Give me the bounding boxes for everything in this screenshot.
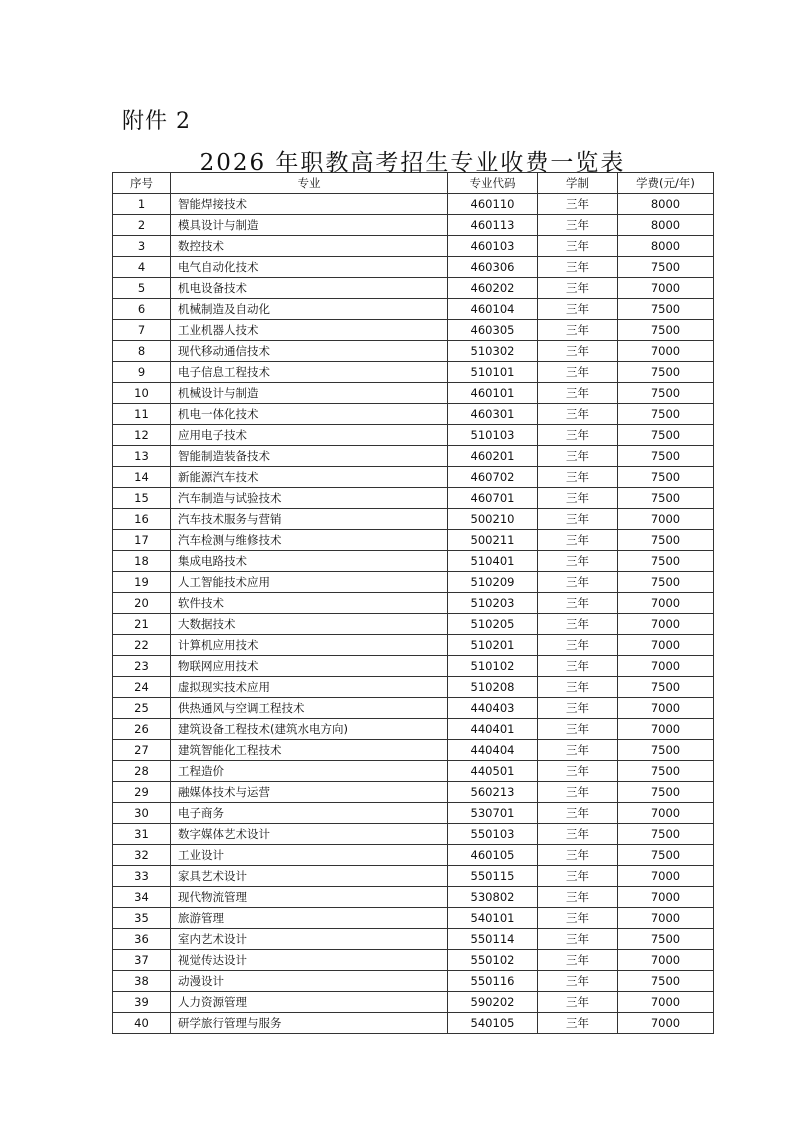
cell-fee: 7500: [618, 929, 714, 950]
cell-major: 现代物流管理: [171, 887, 448, 908]
cell-major: 人力资源管理: [171, 992, 448, 1013]
cell-major: 工程造价: [171, 761, 448, 782]
cell-fee: 7000: [618, 341, 714, 362]
table-row: [113, 551, 714, 572]
cell-years: 三年: [538, 719, 618, 740]
cell-years: 三年: [538, 257, 618, 278]
header-row: [113, 173, 714, 194]
cell-major: 集成电路技术: [171, 551, 448, 572]
document-title: 2026 年职教高考招生专业收费一览表: [199, 150, 626, 176]
cell-fee: 8000: [618, 236, 714, 257]
cell-major: 动漫设计: [171, 971, 448, 992]
cell-fee: 7500: [618, 551, 714, 572]
header-code: 专业代码: [448, 173, 538, 194]
cell-years: 三年: [538, 908, 618, 929]
cell-code: 510302: [448, 341, 538, 362]
table-row: [113, 446, 714, 467]
cell-major: 虚拟现实技术应用: [171, 677, 448, 698]
cell-code: 550116: [448, 971, 538, 992]
header-fee: 学费(元/年): [618, 173, 714, 194]
table-row: [113, 194, 714, 215]
cell-years: 三年: [538, 593, 618, 614]
table-row: [113, 677, 714, 698]
cell-major: 研学旅行管理与服务: [171, 1013, 448, 1034]
cell-no: 21: [113, 614, 171, 635]
cell-fee: 7000: [618, 719, 714, 740]
table-row: [113, 215, 714, 236]
cell-code: 460306: [448, 257, 538, 278]
cell-code: 460104: [448, 299, 538, 320]
cell-code: 440403: [448, 698, 538, 719]
table-row: [113, 236, 714, 257]
cell-major: 电子信息工程技术: [171, 362, 448, 383]
cell-fee: 7500: [618, 320, 714, 341]
cell-code: 460101: [448, 383, 538, 404]
cell-fee: 7500: [618, 404, 714, 425]
cell-major: 模具设计与制造: [171, 215, 448, 236]
attachment-label: 附件 2: [122, 109, 191, 134]
cell-code: 510201: [448, 635, 538, 656]
cell-no: 10: [113, 383, 171, 404]
cell-years: 三年: [538, 341, 618, 362]
cell-years: 三年: [538, 614, 618, 635]
cell-major: 机械制造及自动化: [171, 299, 448, 320]
cell-code: 550103: [448, 824, 538, 845]
cell-major: 数控技术: [171, 236, 448, 257]
cell-no: 26: [113, 719, 171, 740]
cell-major: 建筑智能化工程技术: [171, 740, 448, 761]
cell-no: 2: [113, 215, 171, 236]
cell-years: 三年: [538, 194, 618, 215]
cell-code: 460105: [448, 845, 538, 866]
cell-years: 三年: [538, 320, 618, 341]
cell-years: 三年: [538, 845, 618, 866]
table-row: [113, 635, 714, 656]
cell-no: 1: [113, 194, 171, 215]
table-row: [113, 320, 714, 341]
cell-no: 29: [113, 782, 171, 803]
table-row: [113, 887, 714, 908]
cell-no: 33: [113, 866, 171, 887]
cell-fee: 7500: [618, 761, 714, 782]
cell-years: 三年: [538, 887, 618, 908]
cell-years: 三年: [538, 446, 618, 467]
header-years: 学制: [538, 173, 618, 194]
cell-fee: 8000: [618, 194, 714, 215]
cell-fee: 7500: [618, 383, 714, 404]
cell-no: 17: [113, 530, 171, 551]
cell-major: 数字媒体艺术设计: [171, 824, 448, 845]
table-row: [113, 299, 714, 320]
cell-major: 现代移动通信技术: [171, 341, 448, 362]
table-row: [113, 908, 714, 929]
cell-years: 三年: [538, 971, 618, 992]
cell-no: 34: [113, 887, 171, 908]
cell-code: 440404: [448, 740, 538, 761]
cell-no: 6: [113, 299, 171, 320]
table-row: [113, 425, 714, 446]
table-row: [113, 782, 714, 803]
cell-fee: 7000: [618, 635, 714, 656]
cell-no: 16: [113, 509, 171, 530]
cell-no: 25: [113, 698, 171, 719]
cell-no: 40: [113, 1013, 171, 1034]
table-row: [113, 803, 714, 824]
table-row: [113, 971, 714, 992]
cell-major: 智能焊接技术: [171, 194, 448, 215]
cell-years: 三年: [538, 551, 618, 572]
table-row: [113, 992, 714, 1013]
cell-years: 三年: [538, 572, 618, 593]
cell-no: 15: [113, 488, 171, 509]
cell-years: 三年: [538, 740, 618, 761]
cell-major: 融媒体技术与运营: [171, 782, 448, 803]
cell-code: 460103: [448, 236, 538, 257]
cell-no: 19: [113, 572, 171, 593]
cell-years: 三年: [538, 635, 618, 656]
cell-years: 三年: [538, 992, 618, 1013]
cell-no: 7: [113, 320, 171, 341]
cell-code: 550114: [448, 929, 538, 950]
cell-major: 汽车制造与试验技术: [171, 488, 448, 509]
cell-no: 22: [113, 635, 171, 656]
cell-code: 510203: [448, 593, 538, 614]
cell-fee: 7500: [618, 425, 714, 446]
cell-code: 460305: [448, 320, 538, 341]
table-row: [113, 278, 714, 299]
cell-no: 5: [113, 278, 171, 299]
cell-fee: 7500: [618, 782, 714, 803]
cell-fee: 8000: [618, 215, 714, 236]
cell-major: 计算机应用技术: [171, 635, 448, 656]
table-row: [113, 845, 714, 866]
fee-table: [112, 172, 714, 1034]
cell-major: 室内艺术设计: [171, 929, 448, 950]
cell-fee: 7500: [618, 845, 714, 866]
table-row: [113, 929, 714, 950]
cell-fee: 7000: [618, 593, 714, 614]
cell-fee: 7500: [618, 257, 714, 278]
cell-code: 550102: [448, 950, 538, 971]
cell-no: 36: [113, 929, 171, 950]
cell-major: 机械设计与制造: [171, 383, 448, 404]
cell-no: 28: [113, 761, 171, 782]
cell-code: 510401: [448, 551, 538, 572]
cell-years: 三年: [538, 509, 618, 530]
table-row: [113, 656, 714, 677]
cell-years: 三年: [538, 383, 618, 404]
cell-fee: 7000: [618, 866, 714, 887]
cell-code: 510208: [448, 677, 538, 698]
table-row: [113, 257, 714, 278]
cell-years: 三年: [538, 215, 618, 236]
table-row: [113, 614, 714, 635]
cell-major: 工业机器人技术: [171, 320, 448, 341]
cell-major: 应用电子技术: [171, 425, 448, 446]
cell-fee: 7000: [618, 992, 714, 1013]
cell-fee: 7000: [618, 614, 714, 635]
cell-code: 500211: [448, 530, 538, 551]
cell-major: 汽车技术服务与营销: [171, 509, 448, 530]
cell-fee: 7000: [618, 950, 714, 971]
cell-years: 三年: [538, 1013, 618, 1034]
cell-major: 汽车检测与维修技术: [171, 530, 448, 551]
cell-fee: 7500: [618, 467, 714, 488]
fee-table-header: [113, 173, 714, 194]
cell-code: 510103: [448, 425, 538, 446]
table-row: [113, 593, 714, 614]
cell-fee: 7500: [618, 488, 714, 509]
cell-fee: 7000: [618, 803, 714, 824]
cell-fee: 7500: [618, 677, 714, 698]
cell-fee: 7000: [618, 1013, 714, 1034]
cell-no: 18: [113, 551, 171, 572]
cell-code: 540105: [448, 1013, 538, 1034]
cell-years: 三年: [538, 929, 618, 950]
table-row: [113, 509, 714, 530]
cell-code: 510101: [448, 362, 538, 383]
cell-major: 机电一体化技术: [171, 404, 448, 425]
cell-fee: 7000: [618, 509, 714, 530]
table-row: [113, 404, 714, 425]
cell-no: 38: [113, 971, 171, 992]
cell-major: 智能制造装备技术: [171, 446, 448, 467]
table-row: [113, 698, 714, 719]
cell-major: 旅游管理: [171, 908, 448, 929]
cell-years: 三年: [538, 236, 618, 257]
cell-code: 510209: [448, 572, 538, 593]
cell-no: 12: [113, 425, 171, 446]
cell-fee: 7500: [618, 362, 714, 383]
cell-fee: 7500: [618, 740, 714, 761]
table-row: [113, 866, 714, 887]
cell-major: 电子商务: [171, 803, 448, 824]
cell-major: 视觉传达设计: [171, 950, 448, 971]
table-row: [113, 572, 714, 593]
cell-no: 37: [113, 950, 171, 971]
fee-table-body: [113, 194, 714, 1034]
cell-years: 三年: [538, 761, 618, 782]
table-row: [113, 761, 714, 782]
cell-no: 39: [113, 992, 171, 1013]
cell-no: 14: [113, 467, 171, 488]
cell-no: 3: [113, 236, 171, 257]
cell-code: 510102: [448, 656, 538, 677]
cell-fee: 7500: [618, 299, 714, 320]
cell-years: 三年: [538, 299, 618, 320]
cell-code: 500210: [448, 509, 538, 530]
cell-code: 530701: [448, 803, 538, 824]
table-row: [113, 383, 714, 404]
cell-years: 三年: [538, 467, 618, 488]
cell-no: 24: [113, 677, 171, 698]
cell-major: 工业设计: [171, 845, 448, 866]
cell-years: 三年: [538, 950, 618, 971]
cell-years: 三年: [538, 698, 618, 719]
cell-years: 三年: [538, 782, 618, 803]
cell-fee: 7500: [618, 971, 714, 992]
table-row: [113, 530, 714, 551]
cell-fee: 7500: [618, 824, 714, 845]
cell-major: 人工智能技术应用: [171, 572, 448, 593]
cell-code: 550115: [448, 866, 538, 887]
cell-no: 4: [113, 257, 171, 278]
cell-years: 三年: [538, 866, 618, 887]
cell-no: 27: [113, 740, 171, 761]
cell-years: 三年: [538, 530, 618, 551]
cell-fee: 7500: [618, 572, 714, 593]
table-row: [113, 719, 714, 740]
header-no: 序号: [113, 173, 171, 194]
cell-code: 440501: [448, 761, 538, 782]
cell-no: 9: [113, 362, 171, 383]
table-row: [113, 341, 714, 362]
cell-code: 510205: [448, 614, 538, 635]
cell-major: 新能源汽车技术: [171, 467, 448, 488]
cell-years: 三年: [538, 404, 618, 425]
cell-code: 460701: [448, 488, 538, 509]
cell-code: 560213: [448, 782, 538, 803]
cell-major: 家具艺术设计: [171, 866, 448, 887]
cell-major: 供热通风与空调工程技术: [171, 698, 448, 719]
table-row: [113, 950, 714, 971]
cell-no: 20: [113, 593, 171, 614]
table-row: [113, 488, 714, 509]
cell-fee: 7500: [618, 446, 714, 467]
cell-code: 540101: [448, 908, 538, 929]
cell-fee: 7000: [618, 278, 714, 299]
cell-code: 460201: [448, 446, 538, 467]
cell-code: 440401: [448, 719, 538, 740]
cell-major: 软件技术: [171, 593, 448, 614]
cell-years: 三年: [538, 803, 618, 824]
cell-no: 32: [113, 845, 171, 866]
cell-fee: 7000: [618, 887, 714, 908]
cell-no: 30: [113, 803, 171, 824]
cell-major: 物联网应用技术: [171, 656, 448, 677]
cell-major: 建筑设备工程技术(建筑水电方向): [171, 719, 448, 740]
cell-code: 590202: [448, 992, 538, 1013]
cell-years: 三年: [538, 488, 618, 509]
cell-major: 电气自动化技术: [171, 257, 448, 278]
table-row: [113, 824, 714, 845]
cell-years: 三年: [538, 425, 618, 446]
cell-years: 三年: [538, 278, 618, 299]
table-row: [113, 740, 714, 761]
cell-code: 460113: [448, 215, 538, 236]
cell-major: 机电设备技术: [171, 278, 448, 299]
cell-code: 460202: [448, 278, 538, 299]
table-row: [113, 362, 714, 383]
cell-years: 三年: [538, 824, 618, 845]
header-major: 专业: [171, 173, 448, 194]
cell-code: 460301: [448, 404, 538, 425]
table-row: [113, 467, 714, 488]
cell-fee: 7000: [618, 656, 714, 677]
cell-years: 三年: [538, 362, 618, 383]
cell-years: 三年: [538, 677, 618, 698]
cell-no: 23: [113, 656, 171, 677]
cell-no: 31: [113, 824, 171, 845]
cell-fee: 7500: [618, 530, 714, 551]
cell-fee: 7000: [618, 698, 714, 719]
cell-code: 460702: [448, 467, 538, 488]
cell-code: 460110: [448, 194, 538, 215]
cell-years: 三年: [538, 656, 618, 677]
cell-no: 35: [113, 908, 171, 929]
cell-no: 13: [113, 446, 171, 467]
cell-code: 530802: [448, 887, 538, 908]
cell-major: 大数据技术: [171, 614, 448, 635]
cell-no: 8: [113, 341, 171, 362]
cell-no: 11: [113, 404, 171, 425]
cell-fee: 7000: [618, 908, 714, 929]
table-row: [113, 1013, 714, 1034]
